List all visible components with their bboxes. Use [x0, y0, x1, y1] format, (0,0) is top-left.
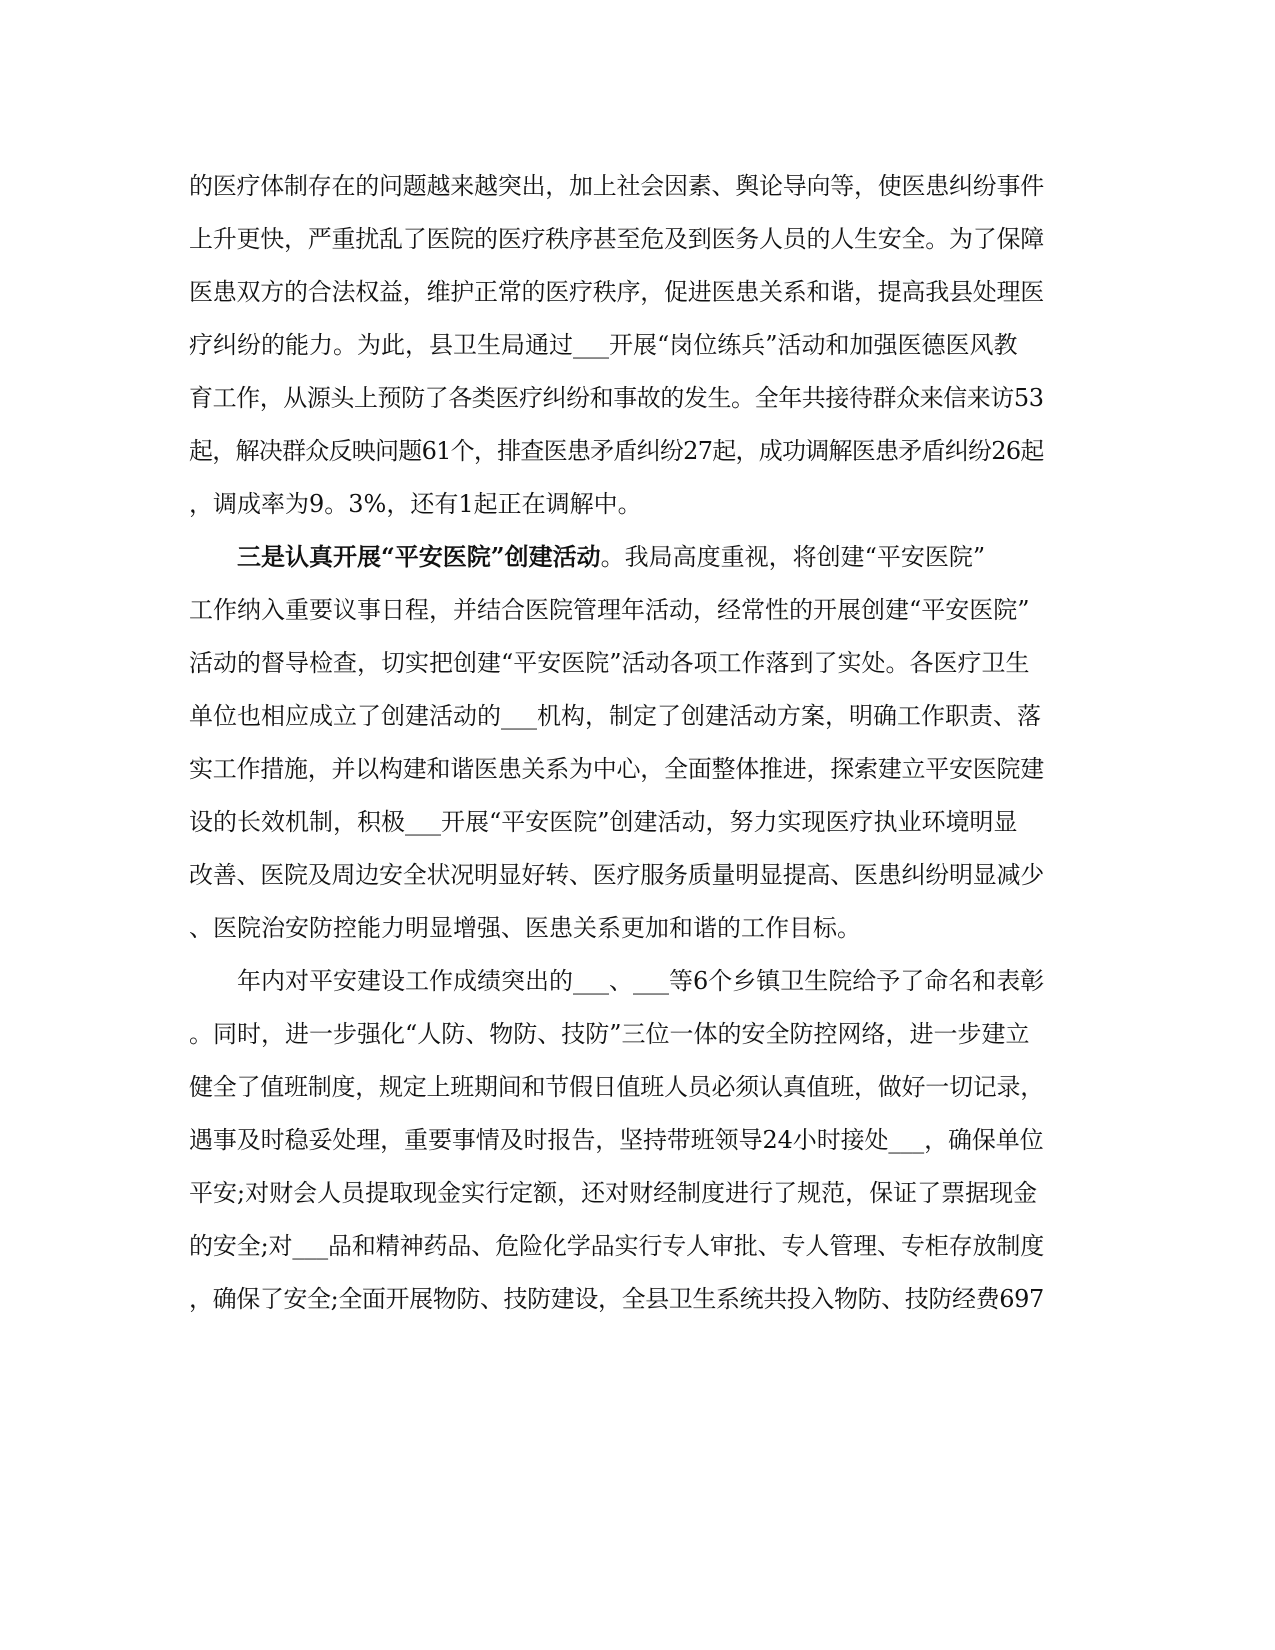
text-line: 育工作，从源头上预防了各类医疗纠纷和事故的发生。全年共接待群众来信来访53 — [189, 384, 1044, 412]
text-line: 疗纠纷的能力。为此，县卫生局通过___开展“岗位练兵”活动和加强医德医风教 — [189, 331, 1018, 359]
text-line: 。同时，进一步强化“人防、物防、技防”三位一体的安全防控网络，进一步建立 — [189, 1020, 1030, 1048]
text-line: 医患双方的合法权益，维护正常的医疗秩序，促进医患关系和谐，提高我县处理医 — [189, 278, 1044, 306]
text-run: 。我局高度重视，将创建“平安医院” — [600, 543, 986, 571]
text-line: 健全了值班制度，规定上班期间和节假日值班人员必须认真值班，做好一切记录， — [189, 1073, 1044, 1101]
text-line: 单位也相应成立了创建活动的___机构，制定了创建活动方案，明确工作职责、落 — [189, 702, 1041, 730]
paragraph-first-line: 年内对平安建设工作成绩突出的___、___等6个乡镇卫生院给予了命名和表彰 — [237, 967, 1045, 995]
section-heading: 三是认真开展“平安医院”创建活动 — [237, 542, 601, 571]
text-line: 起，解决群众反映问题61个，排查医患矛盾纠纷27起，成功调解医患矛盾纠纷26起 — [189, 437, 1044, 465]
text-line: 的医疗体制存在的问题越来越突出，加上社会因素、舆论导向等，使医患纠纷事件 — [189, 172, 1044, 200]
text-line: 上升更快，严重扰乱了医院的医疗秩序甚至危及到医务人员的人生安全。为了保障 — [189, 225, 1044, 253]
text-line: 改善、医院及周边安全状况明显好转、医疗服务质量明显提高、医患纠纷明显减少 — [189, 861, 1044, 889]
text-line: 工作纳入重要议事日程，并结合医院管理年活动，经常性的开展创建“平安医院” — [189, 596, 1030, 624]
text-line: 、医院治安防控能力明显增强、医患关系更加和谐的工作目标。 — [189, 914, 861, 942]
paragraph-first-line — [237, 543, 985, 571]
text-line: 遇事及时稳妥处理，重要事情及时报告，坚持带班领导24小时接处___，确保单位 — [189, 1126, 1044, 1154]
text-line: 活动的督导检查，切实把创建“平安医院”活动各项工作落到了实处。各医疗卫生 — [189, 649, 1030, 677]
text-line: 设的长效机制，积极___开展“平安医院”创建活动，努力实现医疗执业环境明显 — [189, 808, 1018, 836]
text-line: 实工作措施，并以构建和谐医患关系为中心，全面整体推进，探索建立平安医院建 — [189, 755, 1044, 783]
text-line: ，确保了安全;全面开展物防、技防建设，全县卫生系统共投入物防、技防经费697 — [189, 1285, 1044, 1313]
text-line: 的安全;对___品和精神药品、危险化学品实行专人审批、专人管理、专柜存放制度 — [189, 1232, 1045, 1260]
text-line: ，调成率为9。3%，还有1起正在调解中。 — [189, 490, 642, 518]
text-line: 平安;对财会人员提取现金实行定额，还对财经制度进行了规范，保证了票据现金 — [189, 1179, 1038, 1207]
